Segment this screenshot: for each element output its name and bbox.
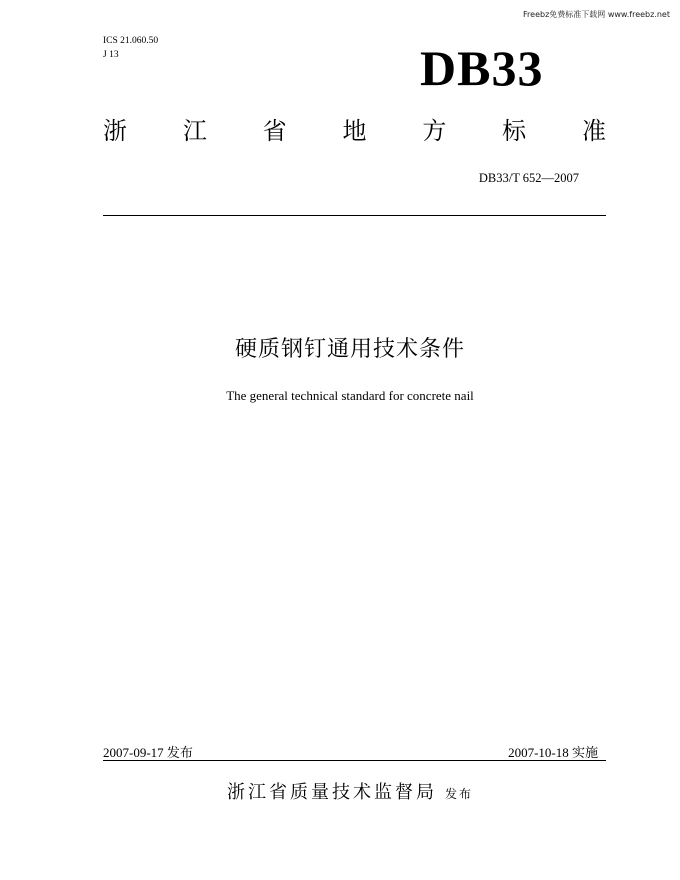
- title-char: 方: [422, 117, 447, 145]
- local-standard-title: [103, 116, 606, 146]
- title-char: 江: [182, 117, 207, 145]
- ics-code: ICS 21.060.50: [103, 36, 159, 46]
- watermark-text: Freebz免费标准下载网 www.freebz.net: [523, 10, 670, 19]
- title-char: 标: [502, 117, 527, 145]
- title-char: 省: [262, 117, 287, 145]
- publish-date: 2007-09-17: [103, 745, 164, 760]
- title-char: 准: [581, 117, 606, 145]
- issuer-suffix: 发布: [444, 787, 473, 801]
- implement-date: 2007-10-18: [508, 745, 569, 760]
- publish-label: 发布: [166, 746, 193, 761]
- issuer-name: 浙江省质量技术监督局: [226, 782, 437, 803]
- classification-codes: [103, 34, 158, 62]
- document-title-cn: 硬质钢钉通用技术条件: [234, 337, 465, 362]
- ccs-code: J 13: [103, 50, 119, 60]
- document-title-en: The general technical standard for concrete nail: [226, 388, 474, 403]
- implement-date-line: [508, 742, 598, 761]
- footer-divider: [103, 760, 606, 761]
- standard-code: DB33/T 652—2007: [478, 171, 579, 185]
- title-char: 浙: [103, 117, 127, 145]
- header-divider: [103, 215, 606, 216]
- implement-label: 实施: [571, 746, 598, 761]
- title-char: 地: [342, 117, 367, 145]
- standard-mark: DB33: [420, 40, 544, 96]
- publish-date-line: [103, 742, 193, 761]
- issuer-line: [0, 778, 680, 804]
